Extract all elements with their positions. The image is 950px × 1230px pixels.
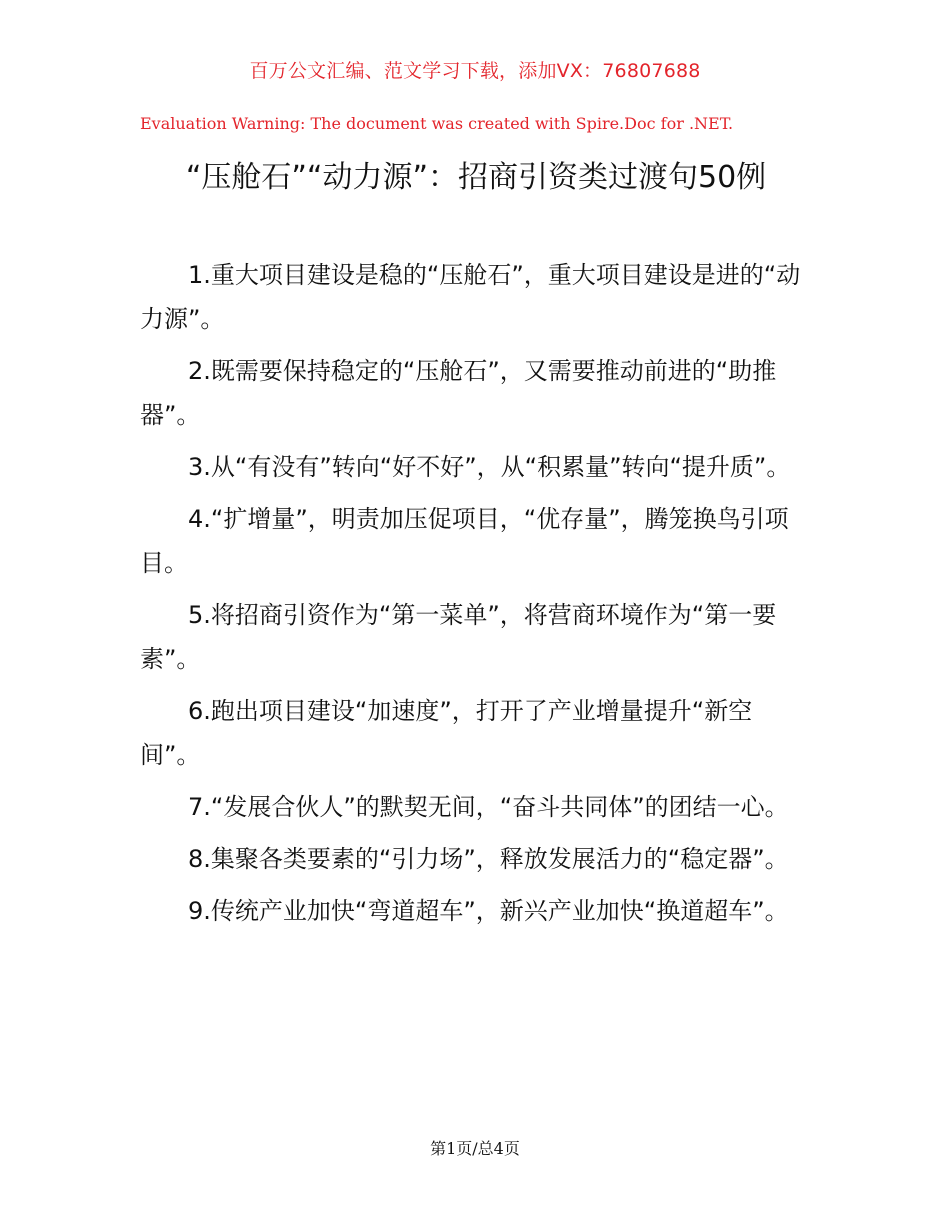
paragraph-4: 4.“扩增量”，明责加压促项目，“优存量”，腾笼换鸟引项目。 — [140, 505, 789, 577]
paragraph-7: 7.“发展合伙人”的默契无间，“奋斗共同体”的团结一心。 — [188, 793, 789, 821]
paragraph-5: 5.将招商引资作为“第一菜单”，将营商环境作为“第一要素”。 — [140, 601, 777, 673]
paragraph-9: 9.传统产业加快“弯道超车”，新兴产业加快“换道超车”。 — [188, 897, 789, 925]
page-footer: 第1页/总4页 — [430, 1139, 520, 1158]
document-title: “压舱石”“动力源”：招商引资类过渡句50例 — [185, 160, 767, 195]
header-banner: 百万公文汇编、范文学习下载，添加VX：76807688 — [249, 60, 701, 82]
paragraph-6: 6.跑出项目建设“加速度”，打开了产业增量提升“新空间”。 — [140, 697, 753, 769]
document-body — [140, 253, 812, 941]
paragraph-3: 3.从“有没有”转向“好不好”，从“积累量”转向“提升质”。 — [188, 453, 791, 481]
paragraph-2: 2.既需要保持稳定的“压舱石”，又需要推动前进的“助推器”。 — [140, 357, 777, 429]
paragraph-8: 8.集聚各类要素的“引力场”，释放发展活力的“稳定器”。 — [188, 845, 789, 873]
paragraph-1: 1.重大项目建设是稳的“压舱石”，重大项目建设是进的“动力源”。 — [140, 261, 801, 333]
evaluation-warning: Evaluation Warning: The document was created with Spire.Doc for .NET. — [140, 114, 734, 133]
